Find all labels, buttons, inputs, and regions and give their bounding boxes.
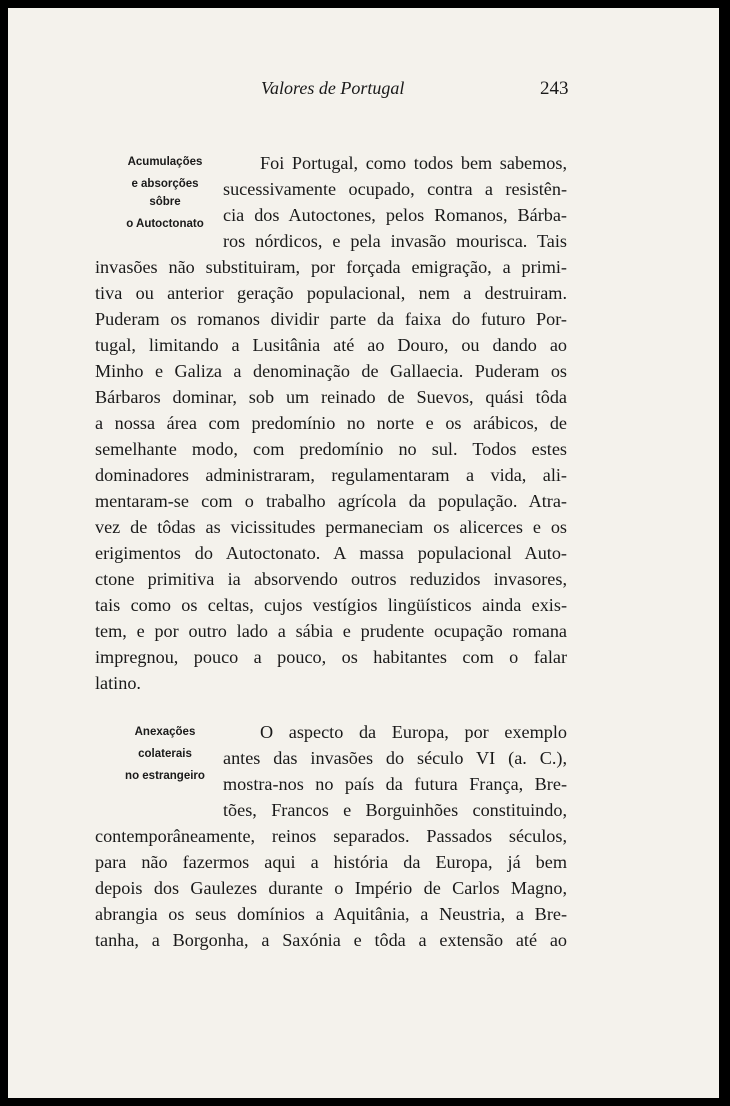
text-line: sucessivamente ocupado, contra a resistên- [223,179,567,199]
text-line: antes das invasões do século VI (a. C.), [223,748,567,768]
text-line: depois dos Gaulezes durante o Império de Carlos Magno, [95,878,567,898]
margin-note-line: o Autoctonato [126,218,204,230]
text-line: latino. [95,673,141,693]
text-line: invasões não substituiram, por forçada emigração, a primi- [95,257,567,277]
text-line: erigimentos do Autoctonato. A massa populacional Auto- [95,543,567,563]
text-line: a nossa área com predomínio no norte e os arábicos, de [95,413,567,433]
text-line: ctone primitiva ia absorvendo outros reduzidos invasores, [95,569,567,589]
text-line: contemporâneamente, reinos separados. Passados séculos, [95,826,567,846]
margin-note-acumulacoes [110,151,220,235]
text-line: impregnou, pouco a pouco, os habitantes com o falar [95,647,567,667]
margin-note-line: colaterais [138,748,192,760]
margin-note-anexacoes [110,721,220,787]
text-line: tões, Francos e Borguinhões constituindo, [223,800,567,820]
text-line: para não fazermos aqui a história da Europa, já bem [95,852,567,872]
text-line: vez de tôdas as vicissitudes permaneciam os alicerces e os [95,517,567,537]
text-line: O aspecto da Europa, por exemplo [260,722,567,742]
text-line: tiva ou anterior geração populacional, nem a destruiram. [95,283,567,303]
running-header-title: Valores de Portugal [261,78,405,98]
page-number: 243 [540,78,569,99]
text-line: Bárbaros dominar, sob um reinado de Suevos, quási tôda [95,387,567,407]
margin-note-line: sôbre [149,196,181,208]
text-line: tais como os celtas, cujos vestígios lingüísticos ainda exis- [95,595,567,615]
text-line: abrangia os seus domínios a Aquitânia, a Neustria, a Bre- [95,904,567,924]
margin-note-line: e absorções [131,178,199,190]
margin-note-line: no estrangeiro [125,770,205,782]
text-line: Foi Portugal, como todos bem sabemos, [260,153,567,173]
text-line: ros nórdicos, e pela invasão mourisca. Tais [223,231,567,251]
text-line: mentaram-se com o trabalho agrícola da população. Atra- [95,491,567,511]
book-page [8,8,719,1098]
margin-note-line: Anexações [134,726,196,738]
text-line: cia dos Autoctones, pelos Romanos, Bárba- [223,205,567,225]
margin-note-line: Acumulações [127,156,203,168]
text-line: mostra-nos no país da futura França, Bre- [223,774,567,794]
text-line: Minho e Galiza a denominação de Gallaecia. Puderam os [95,361,567,381]
text-line: dominadores administraram, regulamentaram a vida, ali- [95,465,567,485]
text-line: Puderam os romanos dividir parte da faixa do futuro Por- [95,309,567,329]
text-line: tanha, a Borgonha, a Saxónia e tôda a extensão até ao [95,930,567,950]
text-line: semelhante modo, com predomínio no sul. Todos estes [95,439,567,459]
text-line: tem, e por outro lado a sábia e prudente ocupação romana [95,621,567,641]
text-line: tugal, limitando a Lusitânia até ao Douro, ou dando ao [95,335,567,355]
